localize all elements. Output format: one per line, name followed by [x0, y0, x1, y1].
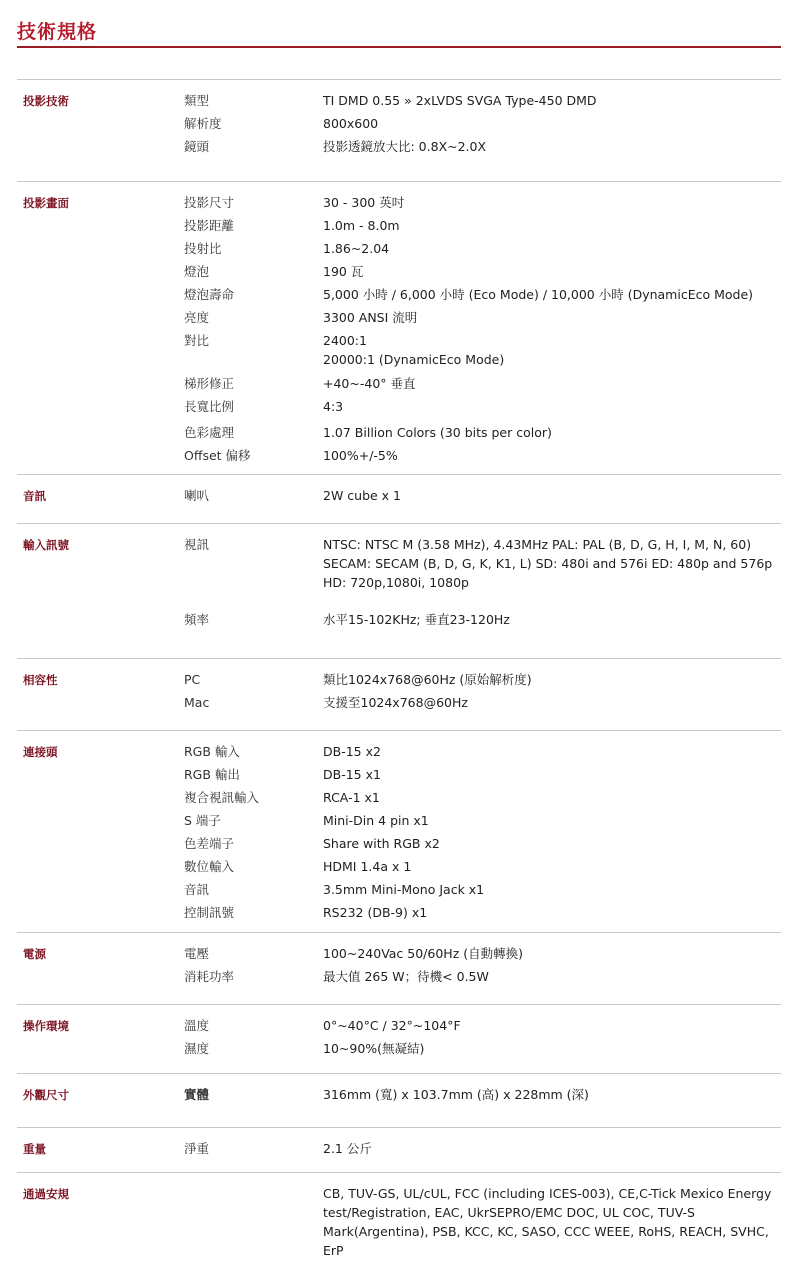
spec-section: [17, 1073, 781, 1127]
spec-key: 淨重: [184, 1141, 210, 1156]
spec-value: 2W cube x 1: [323, 488, 402, 503]
spec-section: [17, 932, 781, 1004]
spec-value: DB-15 x2: [323, 744, 381, 759]
spec-key: RGB 輸入: [184, 744, 240, 759]
spec-value: DB-15 x1: [323, 767, 381, 782]
spec-key: 對比: [184, 333, 210, 348]
spec-value: 100~240Vac 50/60Hz (自動轉換): [323, 946, 523, 961]
spec-key: 頻率: [184, 612, 210, 627]
section-label: 音訊: [23, 489, 46, 503]
spec-value: 1.07 Billion Colors (30 bits per color): [323, 425, 552, 440]
spec-section: [17, 658, 781, 730]
section-label: 輸入訊號: [23, 538, 69, 552]
spec-key: 解析度: [184, 116, 222, 131]
spec-key: 消耗功率: [184, 969, 235, 984]
spec-key: 燈泡壽命: [184, 287, 235, 302]
spec-key: 視訊: [184, 537, 210, 552]
spec-value: 1.86~2.04: [323, 241, 390, 256]
spec-key: 長寬比例: [184, 399, 235, 414]
spec-value: Share with RGB x2: [323, 836, 440, 851]
spec-key: 亮度: [184, 310, 210, 325]
spec-section: [17, 1172, 781, 1283]
spec-value: Mini-Din 4 pin x1: [323, 813, 429, 828]
spec-section: [17, 79, 781, 181]
section-label: 重量: [23, 1142, 46, 1156]
spec-key: 電壓: [184, 946, 210, 961]
spec-value: 10~90%(無凝結): [323, 1041, 425, 1056]
spec-table: [17, 79, 781, 1283]
section-label: 連接頭: [23, 745, 58, 759]
spec-value: CB, TUV-GS, UL/cUL, FCC (including ICES-003), CE,C-Tick Mexico Energy test/Registration, EAC, UkrSEPRO/EMC DOC, UL COC, TUV-S Mark(Argentina), PSB, KCC, KC, SASO, CCC WEEE, RoHS, REACH, SVHC, ErP: [323, 1186, 772, 1258]
spec-key: RGB 輸出: [184, 767, 240, 782]
spec-section: [17, 1127, 781, 1172]
spec-key: 喇叭: [184, 488, 210, 503]
spec-value: 支援至1024x768@60Hz: [323, 695, 468, 710]
spec-key: 控制訊號: [184, 905, 235, 920]
spec-value: 190 瓦: [323, 264, 364, 279]
spec-section: [17, 474, 781, 523]
section-label: 外觀尺寸: [23, 1088, 69, 1102]
spec-value: 3.5mm Mini-Mono Jack x1: [323, 882, 485, 897]
spec-key: Mac: [184, 695, 210, 710]
section-label: 相容性: [23, 673, 58, 687]
spec-key: 投射比: [184, 241, 222, 256]
section-label: 通過安規: [23, 1187, 69, 1201]
spec-value: 5,000 小時 / 6,000 小時 (Eco Mode) / 10,000 小時 (DynamicEco Mode): [323, 287, 754, 302]
spec-key: 實體: [184, 1087, 210, 1102]
spec-key: 音訊: [184, 882, 210, 897]
spec-value: 1.0m - 8.0m: [323, 218, 400, 233]
spec-value: 2.1 公斤: [323, 1141, 372, 1156]
spec-value: 316mm (寬) x 103.7mm (高) x 228mm (深): [323, 1087, 589, 1102]
spec-key: 複合視訊輸入: [184, 790, 260, 805]
spec-value: HDMI 1.4a x 1: [323, 859, 412, 874]
spec-key: 投影距離: [184, 218, 235, 233]
spec-value: 最大值 265 W；待機< 0.5W: [323, 969, 489, 984]
spec-value: NTSC: NTSC M (3.58 MHz), 4.43MHz PAL: PAL (B, D, G, H, I, M, N, 60) SECAM: SECAM (B, D, G, K, K1, L) SD: 480i and 576i ED: 480p and 576p HD: 720p,1080i, 1080p: [323, 537, 773, 590]
spec-key: PC: [184, 672, 201, 687]
spec-key: 梯形修正: [184, 376, 235, 391]
spec-value: 類比1024x768@60Hz (原始解析度): [323, 672, 532, 687]
spec-value: TI DMD 0.55 » 2xLVDS SVGA Type-450 DMD: [323, 93, 597, 108]
spec-value: 0°~40°C / 32°~104°F: [323, 1018, 461, 1033]
section-label: 投影畫面: [23, 196, 69, 210]
spec-key: 濕度: [184, 1041, 210, 1056]
section-label: 操作環境: [23, 1019, 69, 1033]
spec-key: Offset 偏移: [184, 448, 251, 463]
spec-key: 色彩處理: [184, 425, 235, 440]
spec-value: 100%+/-5%: [323, 448, 398, 463]
spec-key: 燈泡: [184, 264, 210, 279]
spec-value: 800x600: [323, 116, 379, 131]
spec-section: [17, 1004, 781, 1073]
spec-section: [17, 523, 781, 658]
page-title: 技術規格: [17, 21, 98, 43]
spec-key: 投影尺寸: [184, 195, 235, 210]
spec-key: 溫度: [184, 1018, 210, 1033]
section-label: 電源: [23, 947, 46, 961]
section-label: 投影技術: [23, 94, 69, 108]
spec-section: [17, 181, 781, 474]
spec-value: 2400:1 20000:1 (DynamicEco Mode): [323, 333, 505, 367]
spec-section: [17, 730, 781, 932]
spec-value: 3300 ANSI 流明: [323, 310, 418, 325]
spec-key: 鏡頭: [184, 139, 210, 154]
spec-value: +40~-40° 垂直: [323, 376, 416, 391]
title-divider: [17, 46, 781, 48]
spec-value: RS232 (DB-9) x1: [323, 905, 428, 920]
spec-key: S 端子: [184, 813, 221, 828]
spec-key: 色差端子: [184, 836, 235, 851]
spec-value: 4:3: [323, 399, 344, 414]
spec-key: 數位輸入: [184, 859, 235, 874]
spec-value: 30 - 300 英吋: [323, 195, 405, 210]
spec-value: 水平15-102KHz; 垂直23-120Hz: [323, 612, 510, 627]
spec-value: RCA-1 x1: [323, 790, 380, 805]
spec-key: 類型: [184, 93, 210, 108]
spec-value: 投影透鏡放大比: 0.8X~2.0X: [323, 139, 487, 154]
